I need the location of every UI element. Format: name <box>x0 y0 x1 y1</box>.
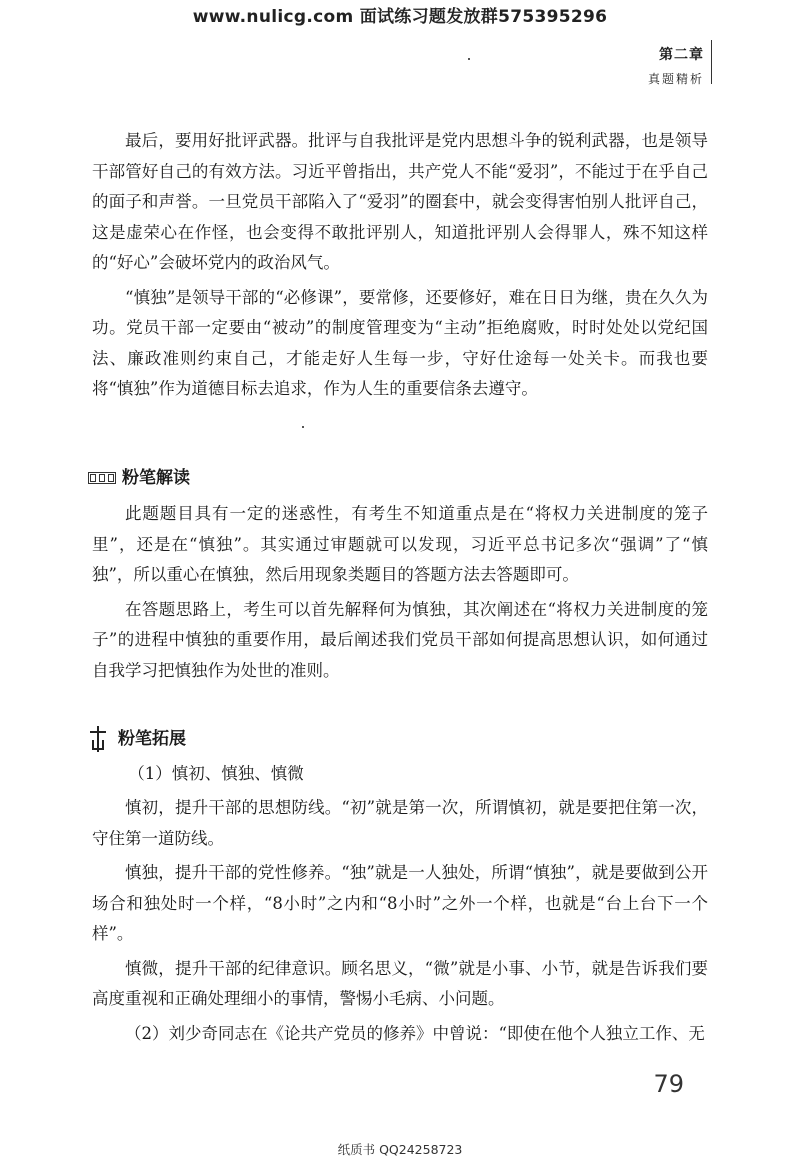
header-divider <box>711 40 712 84</box>
list-item-heading: （1）慎初、慎独、慎微 <box>128 763 304 783</box>
extension-icon <box>90 726 106 752</box>
watermark-banner: www.nulicg.com 面试练习题发放群575395296 <box>192 7 608 27</box>
body-paragraph: 慎独，提升干部的党性修养。“独”就是一人独处，所谓“慎独”，就是要做到公开场合和独处时一个样，“8小时”之内和“8小时”之外一个样，也就是“台上台下一个样”。 <box>92 863 708 943</box>
body-paragraph: 在答题思路上，考生可以首先解释何为慎独，其次阐述在“将权力关进制度的笼子”的进程中慎独的重要作用，最后阐述我们党员干部如何提高思想认识，如何通过自我学习把慎独作为处世的准则。 <box>92 599 708 680</box>
scan-speck <box>468 58 470 60</box>
footer-note: 纸质书 QQ24258723 <box>337 1142 463 1157</box>
page-content <box>92 126 708 1049</box>
list-item-heading: （2）刘少奇同志在《论共产党员的修养》中曾说：“即使在他个人独立工作、无 <box>125 1023 705 1043</box>
body-paragraph: 慎初，提升干部的思想防线。“初”就是第一次，所谓慎初，就是要把住第一次，守住第一道防线。 <box>92 798 708 848</box>
chapter-heading <box>648 44 704 87</box>
section-heading-interpretation <box>88 463 708 494</box>
section-heading-extension <box>90 724 708 755</box>
body-paragraph: “慎独”是领导干部的“必修课”，要常修，还要修好，难在日日为继，贵在久久为功。党员干部一定要由“被动”的制度管理变为“主动”拒绝腐败，时时处处以党纪国法、廉政准则约束自己，才能走好人生每一步，守好仕途每一处关卡。而我也要将“慎独”作为道德目标去追求，作为人生的重要信条去遵守。 <box>92 287 708 398</box>
section-title: 粉笔拓展 <box>118 729 186 749</box>
body-paragraph: 最后，要用好批评武器。批评与自我批评是党内思想斗争的锐利武器，也是领导干部管好自己的有效方法。习近平曾指出，共产党人不能“爱羽”，不能过于在乎自己的面子和声誉。一旦党员干部陷入了“爱羽”的圈套中，就会变得害怕别人批评自己，这是虚荣心在作怪，也会变得不敢批评别人，知道批评别人会得罪人，殊不知这样的“好心”会破坏党内的政治风气。 <box>92 131 708 272</box>
body-paragraph: 此题题目具有一定的迷惑性，有考生不知道重点是在“将权力关进制度的笼子里”，还是在“慎独”。其实通过审题就可以发现，习近平总书记多次“强调”了“慎独”，所以重心在慎独，然后用现象类题目的答题方法去答题即可。 <box>92 504 708 584</box>
chapter-title: 第二章 <box>659 47 704 63</box>
page-number: 79 <box>653 1070 684 1098</box>
section-title: 粉笔解读 <box>122 467 190 488</box>
body-paragraph: 慎微，提升干部的纪律意识。顾名思义，“微”就是小事、小节，就是告诉我们要高度重视和正确处理细小的事情，警惕小毛病、小问题。 <box>92 958 708 1008</box>
chapter-subtitle: 真题精析 <box>647 72 704 86</box>
book-icon <box>88 472 116 484</box>
